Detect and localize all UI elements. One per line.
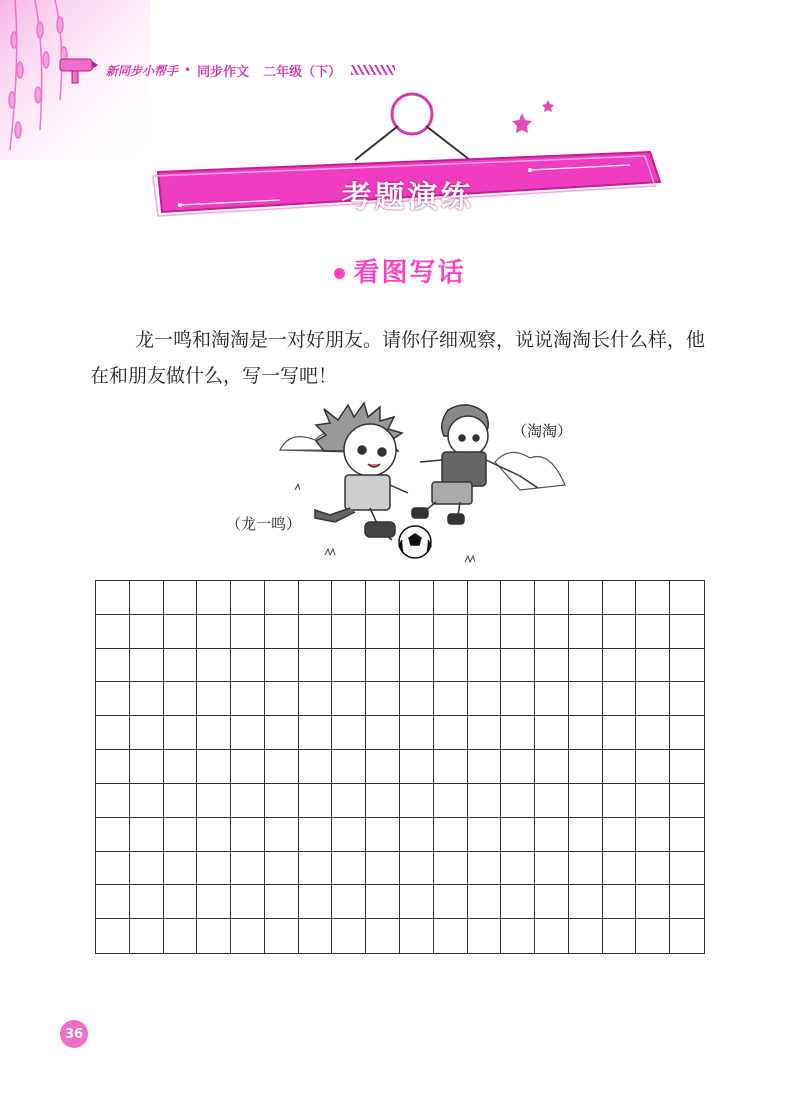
grid-cell[interactable]: [670, 784, 704, 818]
grid-cell[interactable]: [468, 852, 502, 886]
grid-cell[interactable]: [535, 615, 569, 649]
grid-cell[interactable]: [332, 919, 366, 953]
grid-cell[interactable]: [130, 885, 164, 919]
grid-cell[interactable]: [130, 852, 164, 886]
series-title: 同步作文: [197, 64, 250, 80]
grid-cell[interactable]: [400, 852, 434, 886]
grid-cell[interactable]: [670, 818, 704, 852]
grid-cell[interactable]: [332, 581, 366, 615]
grid-cell[interactable]: [670, 885, 704, 919]
grid-cell[interactable]: [535, 750, 569, 784]
grid-cell[interactable]: [164, 581, 198, 615]
grid-cell[interactable]: [96, 716, 130, 750]
grid-cell[interactable]: [96, 818, 130, 852]
grid-cell[interactable]: [366, 750, 400, 784]
grid-cell[interactable]: [434, 885, 468, 919]
grid-cell[interactable]: [400, 615, 434, 649]
grid-cell[interactable]: [434, 852, 468, 886]
label-longyiming: （龙一鸣）: [226, 515, 302, 533]
grid-cell[interactable]: [434, 750, 468, 784]
grid-cell[interactable]: [197, 750, 231, 784]
grid-cell[interactable]: [299, 615, 333, 649]
grid-cell[interactable]: [468, 818, 502, 852]
grid-cell[interactable]: [670, 682, 704, 716]
grid-cell[interactable]: [603, 919, 637, 953]
grid-cell[interactable]: [265, 649, 299, 683]
grid-cell[interactable]: [434, 716, 468, 750]
grid-cell[interactable]: [501, 750, 535, 784]
grid-cell[interactable]: [468, 885, 502, 919]
grid-cell[interactable]: [265, 818, 299, 852]
grid-cell[interactable]: [569, 852, 603, 886]
grid-cell[interactable]: [299, 649, 333, 683]
grid-cell[interactable]: [636, 581, 670, 615]
grid-cell[interactable]: [231, 818, 265, 852]
grid-cell[interactable]: [265, 885, 299, 919]
grid-cell[interactable]: [468, 750, 502, 784]
stripes-decoration: [351, 65, 395, 75]
writing-prompt: 龙一鸣和淘淘是一对好朋友。请你仔细观察，说说淘淘长什么样，他在和朋友做什么，写一写吧！: [90, 329, 706, 387]
grid-cell[interactable]: [299, 818, 333, 852]
grid-cell[interactable]: [636, 750, 670, 784]
grid-cell[interactable]: [603, 682, 637, 716]
grid-cell[interactable]: [130, 818, 164, 852]
section-heading-text: 看图写话: [353, 258, 466, 288]
grid-cell[interactable]: [636, 784, 670, 818]
grid-cell[interactable]: [434, 919, 468, 953]
page-number: 36: [60, 1020, 88, 1048]
grid-cell[interactable]: [332, 885, 366, 919]
grid-cell[interactable]: [670, 852, 704, 886]
grid-cell[interactable]: [231, 615, 265, 649]
grid-cell[interactable]: [535, 919, 569, 953]
grid-cell[interactable]: [299, 852, 333, 886]
grid-cell[interactable]: [670, 750, 704, 784]
banner-title: 考题演练: [341, 180, 474, 215]
grid-cell[interactable]: [96, 615, 130, 649]
grid-cell[interactable]: [299, 581, 333, 615]
grid-cell[interactable]: [231, 682, 265, 716]
grid-cell[interactable]: [332, 649, 366, 683]
grid-cell[interactable]: [265, 919, 299, 953]
grid-cell[interactable]: [197, 682, 231, 716]
grid-cell[interactable]: [501, 649, 535, 683]
grid-cell[interactable]: [332, 716, 366, 750]
grid-cell[interactable]: [231, 750, 265, 784]
grid-cell[interactable]: [434, 784, 468, 818]
grid-cell[interactable]: [603, 750, 637, 784]
grid-cell[interactable]: [603, 649, 637, 683]
grid-cell[interactable]: [231, 885, 265, 919]
grid-cell[interactable]: [164, 818, 198, 852]
grid-cell[interactable]: [535, 581, 569, 615]
grid-cell[interactable]: [434, 649, 468, 683]
grid-cell[interactable]: [231, 784, 265, 818]
grid-cell[interactable]: [569, 716, 603, 750]
grid-cell[interactable]: [670, 581, 704, 615]
grid-cell[interactable]: [332, 750, 366, 784]
grid-cell[interactable]: [501, 682, 535, 716]
grid-cell[interactable]: [468, 581, 502, 615]
grid-cell[interactable]: [366, 615, 400, 649]
grid-cell[interactable]: [603, 615, 637, 649]
grid-cell[interactable]: [501, 784, 535, 818]
grid-cell[interactable]: [265, 682, 299, 716]
grid-cell[interactable]: [164, 750, 198, 784]
grid-cell[interactable]: [400, 919, 434, 953]
grid-cell[interactable]: [400, 682, 434, 716]
grid-cell[interactable]: [197, 716, 231, 750]
grid-cell[interactable]: [197, 919, 231, 953]
grid-cell[interactable]: [670, 919, 704, 953]
grid-cell[interactable]: [569, 818, 603, 852]
grid-cell[interactable]: [468, 919, 502, 953]
grid-cell[interactable]: [197, 784, 231, 818]
brand-name: 新同步小帮手: [106, 63, 179, 78]
grid-cell[interactable]: [130, 649, 164, 683]
grid-cell[interactable]: [164, 682, 198, 716]
grid-cell[interactable]: [569, 750, 603, 784]
grid-cell[interactable]: [400, 784, 434, 818]
grid-cell[interactable]: [535, 852, 569, 886]
grid-cell[interactable]: [501, 581, 535, 615]
grid-cell[interactable]: [501, 885, 535, 919]
grid-cell[interactable]: [96, 581, 130, 615]
header-separator: •: [184, 63, 192, 77]
grid-cell[interactable]: [231, 716, 265, 750]
grid-cell[interactable]: [400, 716, 434, 750]
grid-cell[interactable]: [366, 682, 400, 716]
grid-cell[interactable]: [332, 615, 366, 649]
grid-cell[interactable]: [636, 919, 670, 953]
grid-cell[interactable]: [535, 784, 569, 818]
grid-cell[interactable]: [535, 716, 569, 750]
grid-cell[interactable]: [366, 919, 400, 953]
grade-label: 二年级（下）: [263, 64, 342, 80]
grid-cell[interactable]: [434, 818, 468, 852]
grid-cell[interactable]: [164, 784, 198, 818]
grid-cell[interactable]: [569, 784, 603, 818]
grid-cell[interactable]: [197, 649, 231, 683]
grid-cell[interactable]: [468, 615, 502, 649]
grid-cell[interactable]: [603, 818, 637, 852]
grid-cell[interactable]: [366, 818, 400, 852]
grid-cell[interactable]: [332, 818, 366, 852]
grid-cell[interactable]: [231, 919, 265, 953]
grid-cell[interactable]: [130, 615, 164, 649]
grid-cell[interactable]: [636, 649, 670, 683]
grid-cell[interactable]: [569, 682, 603, 716]
grid-cell[interactable]: [670, 716, 704, 750]
grid-cell[interactable]: [569, 581, 603, 615]
grid-cell[interactable]: [603, 852, 637, 886]
grid-cell[interactable]: [96, 919, 130, 953]
grid-cell[interactable]: [501, 852, 535, 886]
grid-cell[interactable]: [299, 919, 333, 953]
grid-cell[interactable]: [299, 682, 333, 716]
grid-cell[interactable]: [569, 919, 603, 953]
grid-cell[interactable]: [501, 818, 535, 852]
grid-cell[interactable]: [468, 716, 502, 750]
grid-cell[interactable]: [197, 885, 231, 919]
grid-cell[interactable]: [468, 682, 502, 716]
grid-cell[interactable]: [130, 581, 164, 615]
grid-cell[interactable]: [96, 852, 130, 886]
grid-cell[interactable]: [130, 919, 164, 953]
grid-cell[interactable]: [130, 716, 164, 750]
grid-cell[interactable]: [400, 818, 434, 852]
writing-grid[interactable]: [95, 580, 705, 954]
grid-cell[interactable]: [332, 852, 366, 886]
grid-cell[interactable]: [636, 615, 670, 649]
grid-cell[interactable]: [434, 682, 468, 716]
grid-cell[interactable]: [468, 784, 502, 818]
grid-cell[interactable]: [366, 581, 400, 615]
signpost-icon: [56, 55, 100, 85]
soccer-illustration: [220, 390, 590, 570]
grid-cell[interactable]: [636, 716, 670, 750]
grid-cell[interactable]: [164, 852, 198, 886]
grid-cell[interactable]: [400, 581, 434, 615]
grid-cell[interactable]: [366, 649, 400, 683]
grid-cell[interactable]: [130, 784, 164, 818]
grid-cell[interactable]: [130, 750, 164, 784]
soccer-ball: [399, 526, 431, 558]
grid-cell[interactable]: [535, 818, 569, 852]
grid-cell[interactable]: [569, 615, 603, 649]
section-banner: [150, 90, 665, 220]
grid-cell[interactable]: [265, 852, 299, 886]
grid-cell[interactable]: [400, 750, 434, 784]
grid-cell[interactable]: [96, 649, 130, 683]
grid-cell[interactable]: [366, 885, 400, 919]
grid-cell[interactable]: [265, 716, 299, 750]
grid-cell[interactable]: [535, 885, 569, 919]
grid-cell[interactable]: [670, 649, 704, 683]
grid-cell[interactable]: [96, 750, 130, 784]
boy-left: [315, 403, 408, 540]
grid-cell[interactable]: [636, 852, 670, 886]
grid-cell[interactable]: [130, 682, 164, 716]
grid-cell[interactable]: [569, 649, 603, 683]
grid-cell[interactable]: [400, 885, 434, 919]
grid-cell[interactable]: [366, 784, 400, 818]
grid-cell[interactable]: [265, 784, 299, 818]
grid-cell[interactable]: [197, 852, 231, 886]
grid-cell[interactable]: [636, 885, 670, 919]
grid-cell[interactable]: [366, 716, 400, 750]
grid-cell[interactable]: [636, 818, 670, 852]
grid-cell[interactable]: [231, 852, 265, 886]
grid-cell[interactable]: [434, 581, 468, 615]
grid-cell[interactable]: [400, 649, 434, 683]
grid-cell[interactable]: [569, 885, 603, 919]
grid-cell[interactable]: [96, 885, 130, 919]
bullet-icon: [334, 268, 345, 279]
grid-cell[interactable]: [603, 716, 637, 750]
grid-cell[interactable]: [96, 682, 130, 716]
grid-cell[interactable]: [231, 581, 265, 615]
grid-cell[interactable]: [366, 852, 400, 886]
label-taotao: （淘淘）: [512, 422, 573, 440]
grid-cell[interactable]: [197, 818, 231, 852]
grid-cell[interactable]: [164, 716, 198, 750]
grid-cell[interactable]: [197, 581, 231, 615]
grid-cell[interactable]: [332, 784, 366, 818]
grid-cell[interactable]: [636, 682, 670, 716]
grid-cell[interactable]: [164, 649, 198, 683]
grid-cell[interactable]: [96, 784, 130, 818]
grid-cell[interactable]: [164, 615, 198, 649]
grid-cell[interactable]: [197, 615, 231, 649]
grid-cell[interactable]: [299, 885, 333, 919]
section-heading: [0, 252, 800, 289]
grid-cell[interactable]: [299, 716, 333, 750]
grid-cell[interactable]: [670, 615, 704, 649]
grid-cell[interactable]: [501, 615, 535, 649]
grid-cell[interactable]: [603, 885, 637, 919]
grid-cell[interactable]: [265, 581, 299, 615]
grid-cell[interactable]: [265, 615, 299, 649]
grid-cell[interactable]: [231, 649, 265, 683]
grid-cell[interactable]: [299, 750, 333, 784]
grid-cell[interactable]: [434, 615, 468, 649]
grid-cell[interactable]: [603, 784, 637, 818]
page-header: [56, 55, 395, 85]
grid-cell[interactable]: [535, 649, 569, 683]
grid-cell[interactable]: [332, 682, 366, 716]
grid-cell[interactable]: [501, 919, 535, 953]
grid-cell[interactable]: [468, 649, 502, 683]
grid-cell[interactable]: [535, 682, 569, 716]
grid-cell[interactable]: [164, 885, 198, 919]
grid-cell[interactable]: [603, 581, 637, 615]
grid-cell[interactable]: [501, 716, 535, 750]
grid-cell[interactable]: [164, 919, 198, 953]
grid-cell[interactable]: [299, 784, 333, 818]
grid-cell[interactable]: [265, 750, 299, 784]
